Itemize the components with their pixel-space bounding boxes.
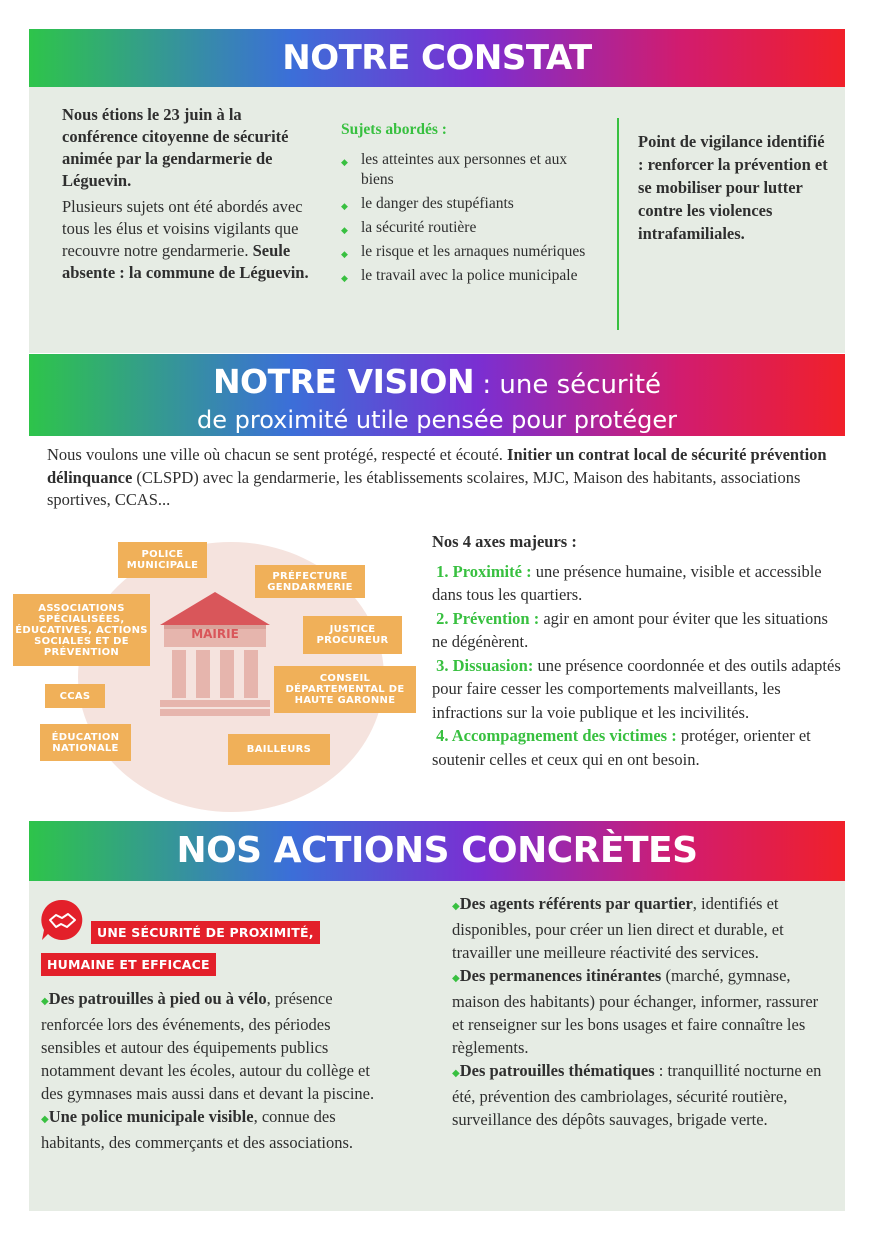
actions-banner (29, 821, 845, 881)
list-item: ◆ la sécurité routière (341, 218, 586, 238)
actions-title: NOS ACTIONS CONCRÈTES (176, 830, 698, 871)
list-item: ◆ le travail avec la police municipale (341, 266, 586, 286)
axis-item: 4. Accompagnement des victimes : protéger, orienter et soutenir celles et ceux qui en ont besoin. (432, 726, 811, 769)
axes-heading: Nos 4 axes majeurs : (432, 532, 577, 551)
vision-title: NOTRE VISION : une sécurité (212, 362, 662, 401)
axis-item: 3. Dissuasion: une présence coordonnée et des outils adaptés pour faire cesser les comportements malveillants, les infractions sur la voie publique et les incivilités. (432, 655, 841, 722)
box-justice: JUSTICE PROCUREUR (303, 616, 402, 654)
vision-subtitle: de proximité utile pensée pour protéger (196, 406, 678, 434)
mairie-label: MAIRIE (191, 627, 239, 641)
constat-col1 (62, 104, 312, 284)
vision-intro: Nous voulons une ville où chacun se sent protégé, respecté et écouté. Initier un contrat local de sécurité prévention délinquance (CLSPD) avec la gendarmerie, les établissements scolaires, MJC, Maison des habitants, associations sportives, CCAS... (47, 445, 827, 509)
box-ccas: CCAS (45, 684, 105, 708)
box-associations: ASSOCIATIONS SPÉCIALISÉES, ÉDUCATIVES, ACTIONS SOCIALES ET DE PRÉVENTION (13, 594, 150, 666)
constat-col2 (341, 120, 586, 290)
box-prefecture: PRÉFECTURE GENDARMERIE (255, 565, 365, 598)
constat-intro-text: Plusieurs sujets ont été abordés avec tous les élus et voisins vigilants que recouvre notre gendarmerie. Seule absente : la commune de Léguevin. (62, 197, 309, 282)
list-item: ◆ le risque et les arnaques numériques (341, 242, 586, 262)
constat-intro-bold: Nous étions le 23 juin à la conférence citoyenne de sécurité animée par la gendarmerie de Léguevin. (62, 105, 289, 190)
list-item: ◆ le danger des stupéfiants (341, 194, 586, 214)
constat-title: NOTRE CONSTAT (282, 38, 592, 78)
action-item: ◆Des patrouilles thématiques : tranquillité nocturne en été, prévention des cambriolages, sécurité routière, surveillance des dépôts sauvages, brigade verte. (452, 1061, 822, 1129)
subjects-list (341, 150, 586, 286)
actions-left (41, 987, 386, 1154)
divider (617, 118, 619, 330)
box-education: ÉDUCATION NATIONALE (40, 724, 131, 761)
action-item: ◆Une police municipale visible, connue des habitants, des commerçants et des associations. (41, 1107, 354, 1152)
box-bailleurs: BAILLEURS (228, 734, 330, 765)
action-item: ◆Des agents référents par quartier, identifiés et disponibles, pour créer un lien direct et durable, et travailler une meilleure réactivité des services. (452, 894, 784, 962)
subjects-heading: Sujets abordés : (341, 121, 447, 138)
axis-item: 2. Prévention : agir en amont pour éviter que les situations ne dégénèrent. (432, 608, 828, 651)
vision-banner (29, 354, 845, 436)
handshake-icon (40, 898, 84, 942)
town-hall-icon (160, 592, 270, 717)
box-conseil: CONSEIL DÉPARTEMENTAL DE HAUTE GARONNE (274, 666, 416, 713)
constat-absent: Seule absente : la commune de Léguevin. (62, 241, 309, 282)
constat-banner (29, 29, 845, 87)
vigilance-point: Point de vigilance identifié : renforcer la prévention et se mobiliser pour lutter contre les violences intrafamiliales. (638, 132, 828, 243)
box-police: POLICE MUNICIPALE (118, 542, 207, 578)
list-item: ◆ les atteintes aux personnes et aux biens (341, 150, 586, 190)
actions-tag-2: HUMAINE ET EFFICACE (41, 953, 216, 976)
axes-block (432, 530, 844, 771)
axis-item: 1. Proximité : une présence humaine, visible et accessible dans tous les quartiers. (432, 561, 822, 604)
actions-tag-1: UNE SÉCURITÉ DE PROXIMITÉ, (91, 921, 320, 944)
action-item: ◆Des permanences itinérantes (marché, gymnase, maison des habitants) pour échanger, informer, rassurer et renseigner sur les bons usages et faire connaître les règlements. (452, 966, 819, 1057)
action-item: ◆Des patrouilles à pied ou à vélo, présence renforcée lors des événements, des périodes sensibles et autour des équipements publics notamment devant les écoles, autour du collège et des gymnases mais aussi dans et devant la piscine. (41, 989, 375, 1103)
actions-right (452, 892, 832, 1131)
